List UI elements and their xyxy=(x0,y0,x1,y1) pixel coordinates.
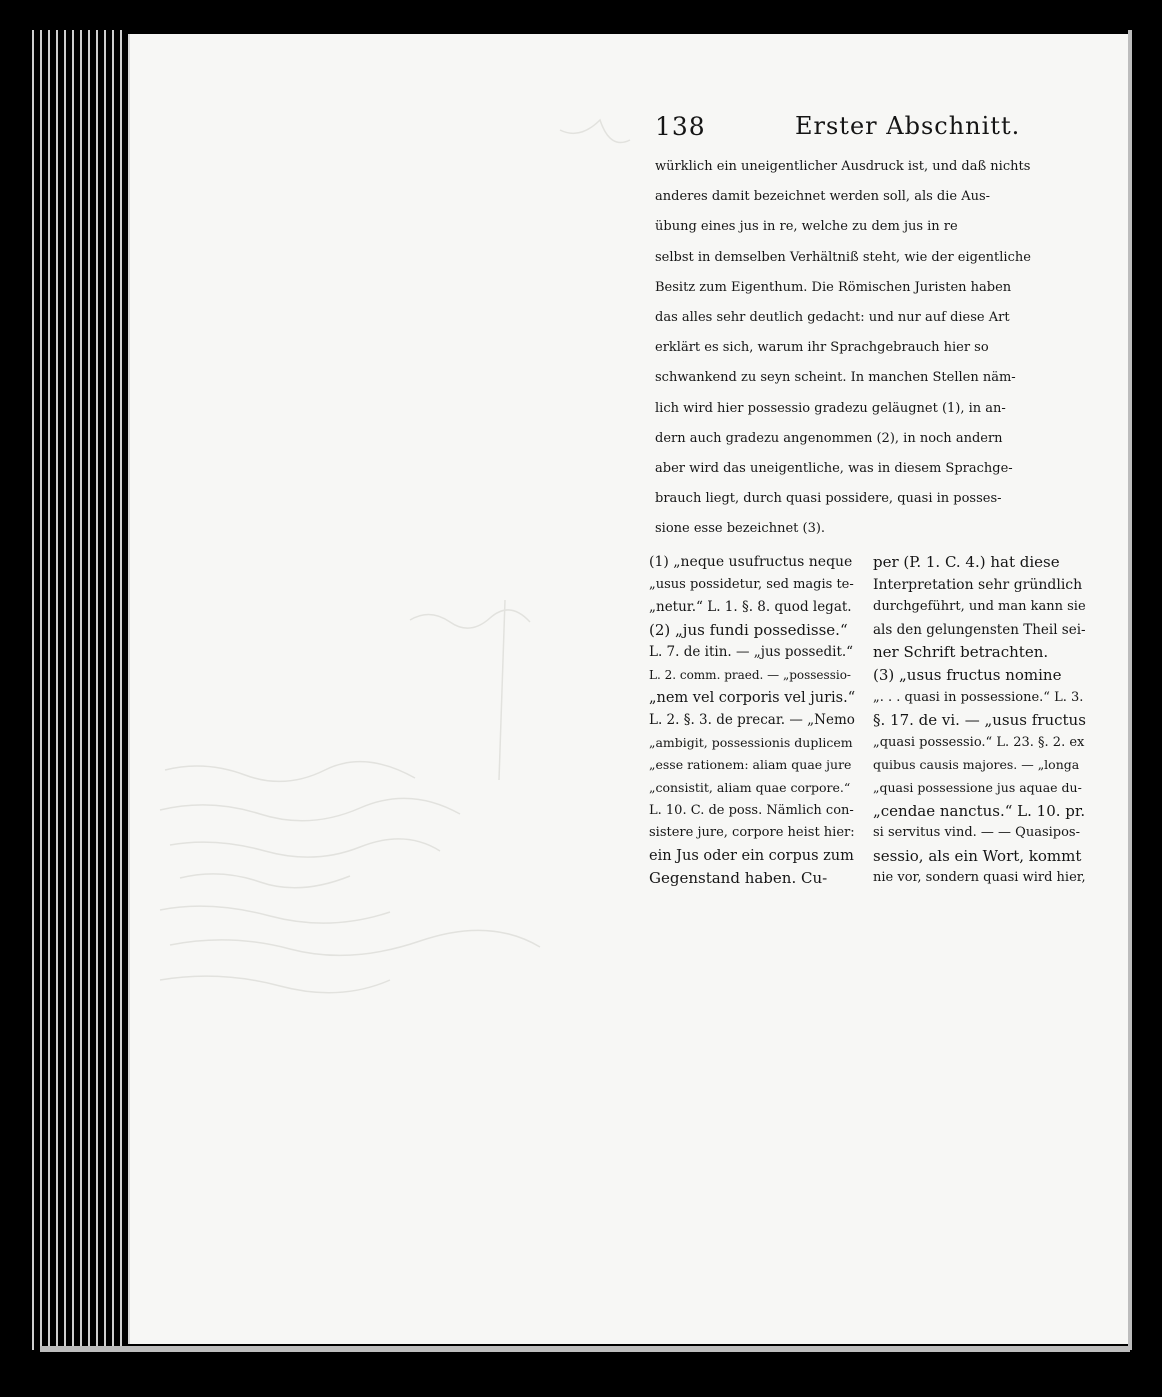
footnote-line: (2) „jus fundi possedisse.“ xyxy=(649,620,848,639)
footnote-line: L. 2. §. 3. de precar. — „Nemo xyxy=(649,712,855,729)
footnote-line: durchgeführt, und man kann sie xyxy=(873,599,1086,615)
page-edge-right xyxy=(1128,30,1132,1350)
text-line: sione esse bezeichnet (3). xyxy=(655,521,826,537)
footnote-line: als den gelungensten Theil sei- xyxy=(873,621,1086,638)
text-line: aber wird das uneigentliche, was in diesem Sprachge- xyxy=(655,460,1013,476)
footnote-line: „cendae nanctus.“ L. 10. pr. xyxy=(873,801,1086,820)
text-line: Besitz zum Eigenthum. Die Römischen Juristen haben xyxy=(655,279,1012,295)
running-head: Erster Abschnitt. xyxy=(795,112,1021,140)
footnote-line: ner Schrift betrachten. xyxy=(873,643,1049,662)
page-stack-edges xyxy=(30,30,130,1350)
text-line: lich wird hier possessio gradezu geläugnet (1), in an- xyxy=(655,400,1006,416)
footnotes-right-column xyxy=(873,551,1086,890)
text-line: erklärt es sich, warum ihr Sprachgebrauch hier so xyxy=(655,340,989,356)
footnote-line: „quasi possessio.“ L. 23. §. 2. ex xyxy=(873,734,1085,750)
footnote-line: „esse rationem: aliam quae jure xyxy=(649,757,852,773)
footnote-line: ein Jus oder ein corpus zum xyxy=(649,847,854,864)
text-line: brauch liegt, durch quasi possidere, quasi in posses- xyxy=(655,491,1002,507)
footnote-line: L. 10. C. de poss. Nämlich con- xyxy=(649,802,854,818)
footnote-line: „nem vel corporis vel juris.“ xyxy=(649,689,856,706)
main-text-block xyxy=(655,152,1091,544)
footnote-line: „consistit, aliam quae corpore.“ xyxy=(649,779,851,795)
footnote-line: „usus possidetur, sed magis te- xyxy=(649,576,854,592)
footnote-line: „quasi possessione jus aquae du- xyxy=(873,779,1082,795)
text-line: dern auch gradezu angenommen (2), in noch andern xyxy=(655,430,1003,446)
footnote-line: L. 7. de itin. — „jus possedit.“ xyxy=(649,644,854,661)
footnote-line: per (P. 1. C. 4.) hat diese xyxy=(873,553,1060,571)
text-line: selbst in demselben Verhältniß steht, wie der eigentliche xyxy=(655,249,1031,265)
text-line: das alles sehr deutlich gedacht: und nur auf diese Art xyxy=(655,309,1010,325)
footnote-line: „ambigit, possessionis duplicem xyxy=(649,734,853,750)
footnote-line: „. . . quasi in possessione.“ L. 3. xyxy=(873,689,1084,705)
text-line: übung eines jus in re, welche zu dem jus in re xyxy=(655,219,958,235)
text-line: schwankend zu seyn scheint. In manchen Stellen näm- xyxy=(655,370,1016,386)
text-line: würklich ein uneigentlicher Ausdruck ist, und daß nichts xyxy=(655,159,1031,174)
footnote-line: Interpretation sehr gründlich xyxy=(873,576,1083,593)
footnote-line: „netur.“ L. 1. §. 8. quod legat. xyxy=(649,599,852,616)
page-edge-bottom xyxy=(40,1346,1130,1352)
footnote-line: nie vor, sondern quasi wird hier, xyxy=(873,870,1086,886)
footnote-line: Gegenstand haben. Cu- xyxy=(649,869,828,888)
footnotes-left-column xyxy=(649,551,857,890)
footnote-line: si servitus vind. — — Quasipos- xyxy=(873,825,1080,841)
page-number: 138 xyxy=(655,112,706,141)
footnote-line: (3) „usus fructus nomine xyxy=(873,665,1062,684)
footnote-line: quibus causis majores. — „longa xyxy=(873,757,1080,773)
footnote-line: §. 17. de vi. — „usus fructus xyxy=(873,711,1086,730)
footnote-line: sessio, als ein Wort, kommt xyxy=(873,846,1082,865)
footnote-line: sistere jure, corpore heist hier: xyxy=(649,825,855,841)
footnote-line: L. 2. comm. praed. — „possessio- xyxy=(649,667,851,682)
footnote-line: (1) „neque usufructus neque xyxy=(649,554,853,570)
text-line: anderes damit bezeichnet werden soll, als die Aus- xyxy=(655,189,991,205)
page-header xyxy=(655,112,1095,146)
